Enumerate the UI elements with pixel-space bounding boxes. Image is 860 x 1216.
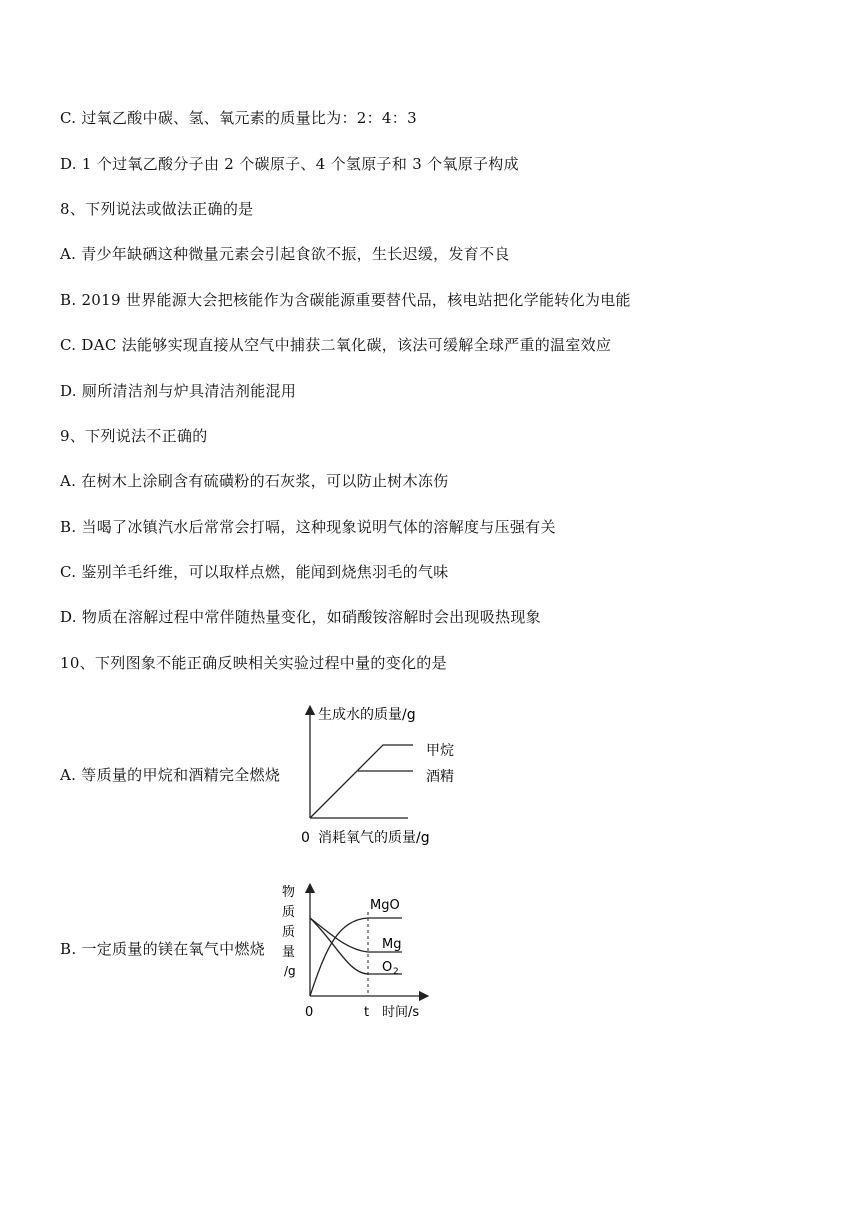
figure-a-alcohol-label: 酒精 bbox=[426, 769, 454, 785]
option-9d: D. 物质在溶解过程中常伴随热量变化，如硝酸铵溶解时会出现吸热现象 bbox=[60, 608, 541, 626]
figure-b-ylabel-4: 量 bbox=[282, 945, 296, 960]
figure-b-o2-label: O bbox=[382, 960, 393, 975]
question-9: 9、下列说法不正确的 bbox=[60, 427, 208, 445]
option-8c: C. DAC 法能够实现直接从空气中捕获二氧化碳，该法可缓解全球严重的温室效应 bbox=[60, 336, 612, 354]
figure-b bbox=[278, 878, 448, 1027]
figure-b-mgo-label: MgO bbox=[370, 898, 400, 913]
figure-b-ylabel-5: /g bbox=[284, 964, 296, 978]
option-8a: A. 青少年缺硒这种微量元素会引起食欲不振，生长迟缓，发育不良 bbox=[60, 245, 510, 263]
option-8b: B. 2019 世界能源大会把核能作为含碳能源重要替代品，核电站把化学能转化为电能 bbox=[60, 291, 631, 309]
option-7d: D. 1 个过氧乙酸分子由 2 个碳原子、4 个氢原子和 3 个氧原子构成 bbox=[60, 155, 519, 173]
question-10: 10、下列图象不能正确反映相关实验过程中量的变化的是 bbox=[60, 654, 447, 672]
option-9b: B. 当喝了冰镇汽水后常常会打嗝，这种现象说明气体的溶解度与压强有关 bbox=[60, 518, 556, 536]
figure-b-ylabel-3: 质 bbox=[282, 925, 296, 940]
option-10a: A. 等质量的甲烷和酒精完全燃烧 bbox=[60, 766, 281, 784]
figure-a bbox=[296, 700, 476, 854]
figure-a-methane-label: 甲烷 bbox=[426, 743, 454, 759]
question-8: 8、下列说法或做法正确的是 bbox=[60, 200, 254, 218]
figure-b-o2-subscript: 2 bbox=[393, 967, 399, 977]
option-7c: C. 过氧乙酸中碳、氢、氧元素的质量比为：2：4：3 bbox=[60, 109, 417, 127]
option-9a: A. 在树木上涂刷含有硫磺粉的石灰浆，可以防止树木冻伤 bbox=[60, 472, 449, 490]
figure-b-graph bbox=[278, 878, 448, 1023]
option-8d: D. 厕所清洁剂与炉具清洁剂能混用 bbox=[60, 382, 297, 400]
option-10b: B. 一定质量的镁在氧气中燃烧 bbox=[60, 940, 266, 958]
option-9c: C. 鉴别羊毛纤维，可以取样点燃，能闻到烧焦羽毛的气味 bbox=[60, 563, 449, 581]
figure-b-ylabel-1: 物 bbox=[282, 885, 296, 900]
figure-a-ylabel: 生成水的质量/g bbox=[318, 707, 416, 723]
figure-b-t-label: t bbox=[364, 1005, 370, 1020]
figure-a-methane-line bbox=[310, 745, 413, 818]
figure-b-mg-label: Mg bbox=[382, 937, 402, 952]
figure-b-xlabel: 时间/s bbox=[382, 1005, 420, 1020]
figure-b-ylabel-2: 质 bbox=[282, 905, 296, 920]
figure-a-origin: 0 bbox=[301, 830, 310, 846]
figure-a-xlabel: 消耗氧气的质量/g bbox=[318, 830, 430, 846]
figure-a-graph bbox=[296, 700, 476, 850]
figure-b-origin: 0 bbox=[305, 1005, 314, 1020]
